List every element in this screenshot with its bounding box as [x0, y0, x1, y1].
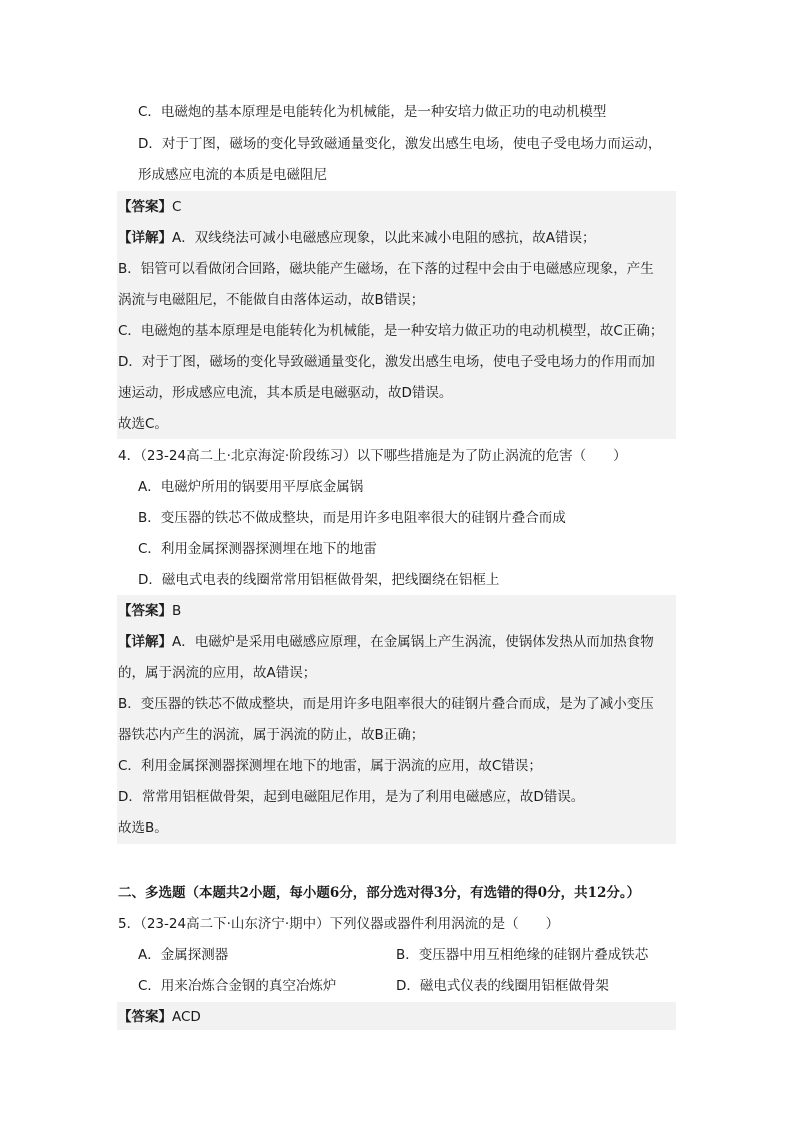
- answer-value: ACD: [172, 1009, 201, 1025]
- answer-tag: 【答案】: [118, 1009, 172, 1025]
- q4-option-b: B．变压器的铁芯不做成整块，而是用许多电阻率很大的硅钢片叠合而成: [138, 510, 566, 526]
- q4-detail-line: 器铁芯内产生的涡流，属于涡流的防止，故B正确；: [118, 727, 425, 743]
- q3-option-d: D．对于丁图，磁场的变化导致磁通量变化，激发出感生电场，使电子受电场力而运动，: [138, 136, 662, 152]
- q4-detail-line: D．常常用铝框做骨架，起到电磁阻尼作用，是为了利用电磁感应，故D错误。: [118, 789, 585, 805]
- answer-tag: 【答案】: [118, 199, 172, 215]
- q3-detail-line: 故选C。: [118, 416, 168, 432]
- q4-detail-line: 【详解】A．电磁炉是采用电磁感应原理，在金属锅上产生涡流，使锅体发热从而加热食物: [118, 634, 654, 650]
- q5-option-a: A．金属探测器: [138, 947, 229, 963]
- q3-detail-line: B．铝管可以看做闭合回路，磁块能产生磁场，在下落的过程中会由于电磁感应现象，产生: [118, 261, 654, 277]
- q4-detail-line: 的，属于涡流的应用，故A错误；: [118, 665, 317, 681]
- detail-tag: 【详解】: [118, 634, 172, 650]
- q3-detail-line: D．对于丁图，磁场的变化导致磁通量变化，激发出感生电场，使电子受电场力的作用而加: [118, 354, 655, 370]
- q5-stem: 5．（23-24高二下·山东济宁·期中）下列仪器或器件利用涡流的是（ ）: [118, 916, 560, 932]
- q3-detail-line: C．电磁炮的基本原理是电能转化为机械能，是一种安培力做正功的电动机模型，故C正确；: [118, 323, 664, 339]
- q3-detail-line: 速运动，形成感应电流，其本质是电磁驱动，故D错误。: [118, 385, 453, 401]
- q3-detail-line: 【详解】A．双线绕法可减小电磁感应现象，以此来减小电阻的感抗，故A错误；: [118, 230, 596, 246]
- answer-value: C: [172, 199, 182, 215]
- q4-answer: [118, 601, 794, 621]
- detail-tag: 【详解】: [118, 230, 172, 246]
- q3-option-d-cont: 形成感应电流的本质是电磁阻尼: [138, 167, 327, 183]
- q5-option-d: D．磁电式仪表的线圈用铝框做骨架: [396, 978, 609, 994]
- q5-option-b: B．变压器中用互相绝缘的硅钢片叠成铁芯: [396, 947, 649, 963]
- q4-detail-line: B．变压器的铁芯不做成整块，而是用许多电阻率很大的硅钢片叠合而成，是为了减小变压: [118, 696, 654, 712]
- q5-answer: [118, 1007, 794, 1027]
- answer-value: B: [172, 603, 182, 619]
- q3-option-c: C．电磁炮的基本原理是电能转化为机械能，是一种安培力做正功的电动机模型: [138, 104, 607, 120]
- q4-option-d: D．磁电式电表的线圈常常用铝框做骨架，把线圈绕在铝框上: [138, 572, 500, 588]
- q4-detail-line: 故选B。: [118, 820, 168, 836]
- q5-option-c: C．用来冶炼合金钢的真空冶炼炉: [138, 978, 337, 994]
- answer-tag: 【答案】: [118, 603, 172, 619]
- q3-detail-line: 涡流与电磁阻尼，不能做自由落体运动，故B错误；: [118, 292, 425, 308]
- q3-answer: [118, 197, 794, 217]
- q4-option-c: C．利用金属探测器探测埋在地下的地雷: [138, 541, 377, 557]
- q4-stem: 4．（23-24高二上·北京海淀·阶段练习）以下哪些措施是为了防止涡流的危害（ ）: [118, 448, 627, 464]
- q4-detail-line: C．利用金属探测器探测埋在地下的地雷，属于涡流的应用，故C错误；: [118, 758, 542, 774]
- q4-option-a: A．电磁炉所用的锅要用平厚底金属锅: [138, 479, 364, 495]
- section-heading: 二、多选题（本题共2小题，每小题6分，部分选对得3分，有选错的得0分，共12分。）: [118, 885, 641, 901]
